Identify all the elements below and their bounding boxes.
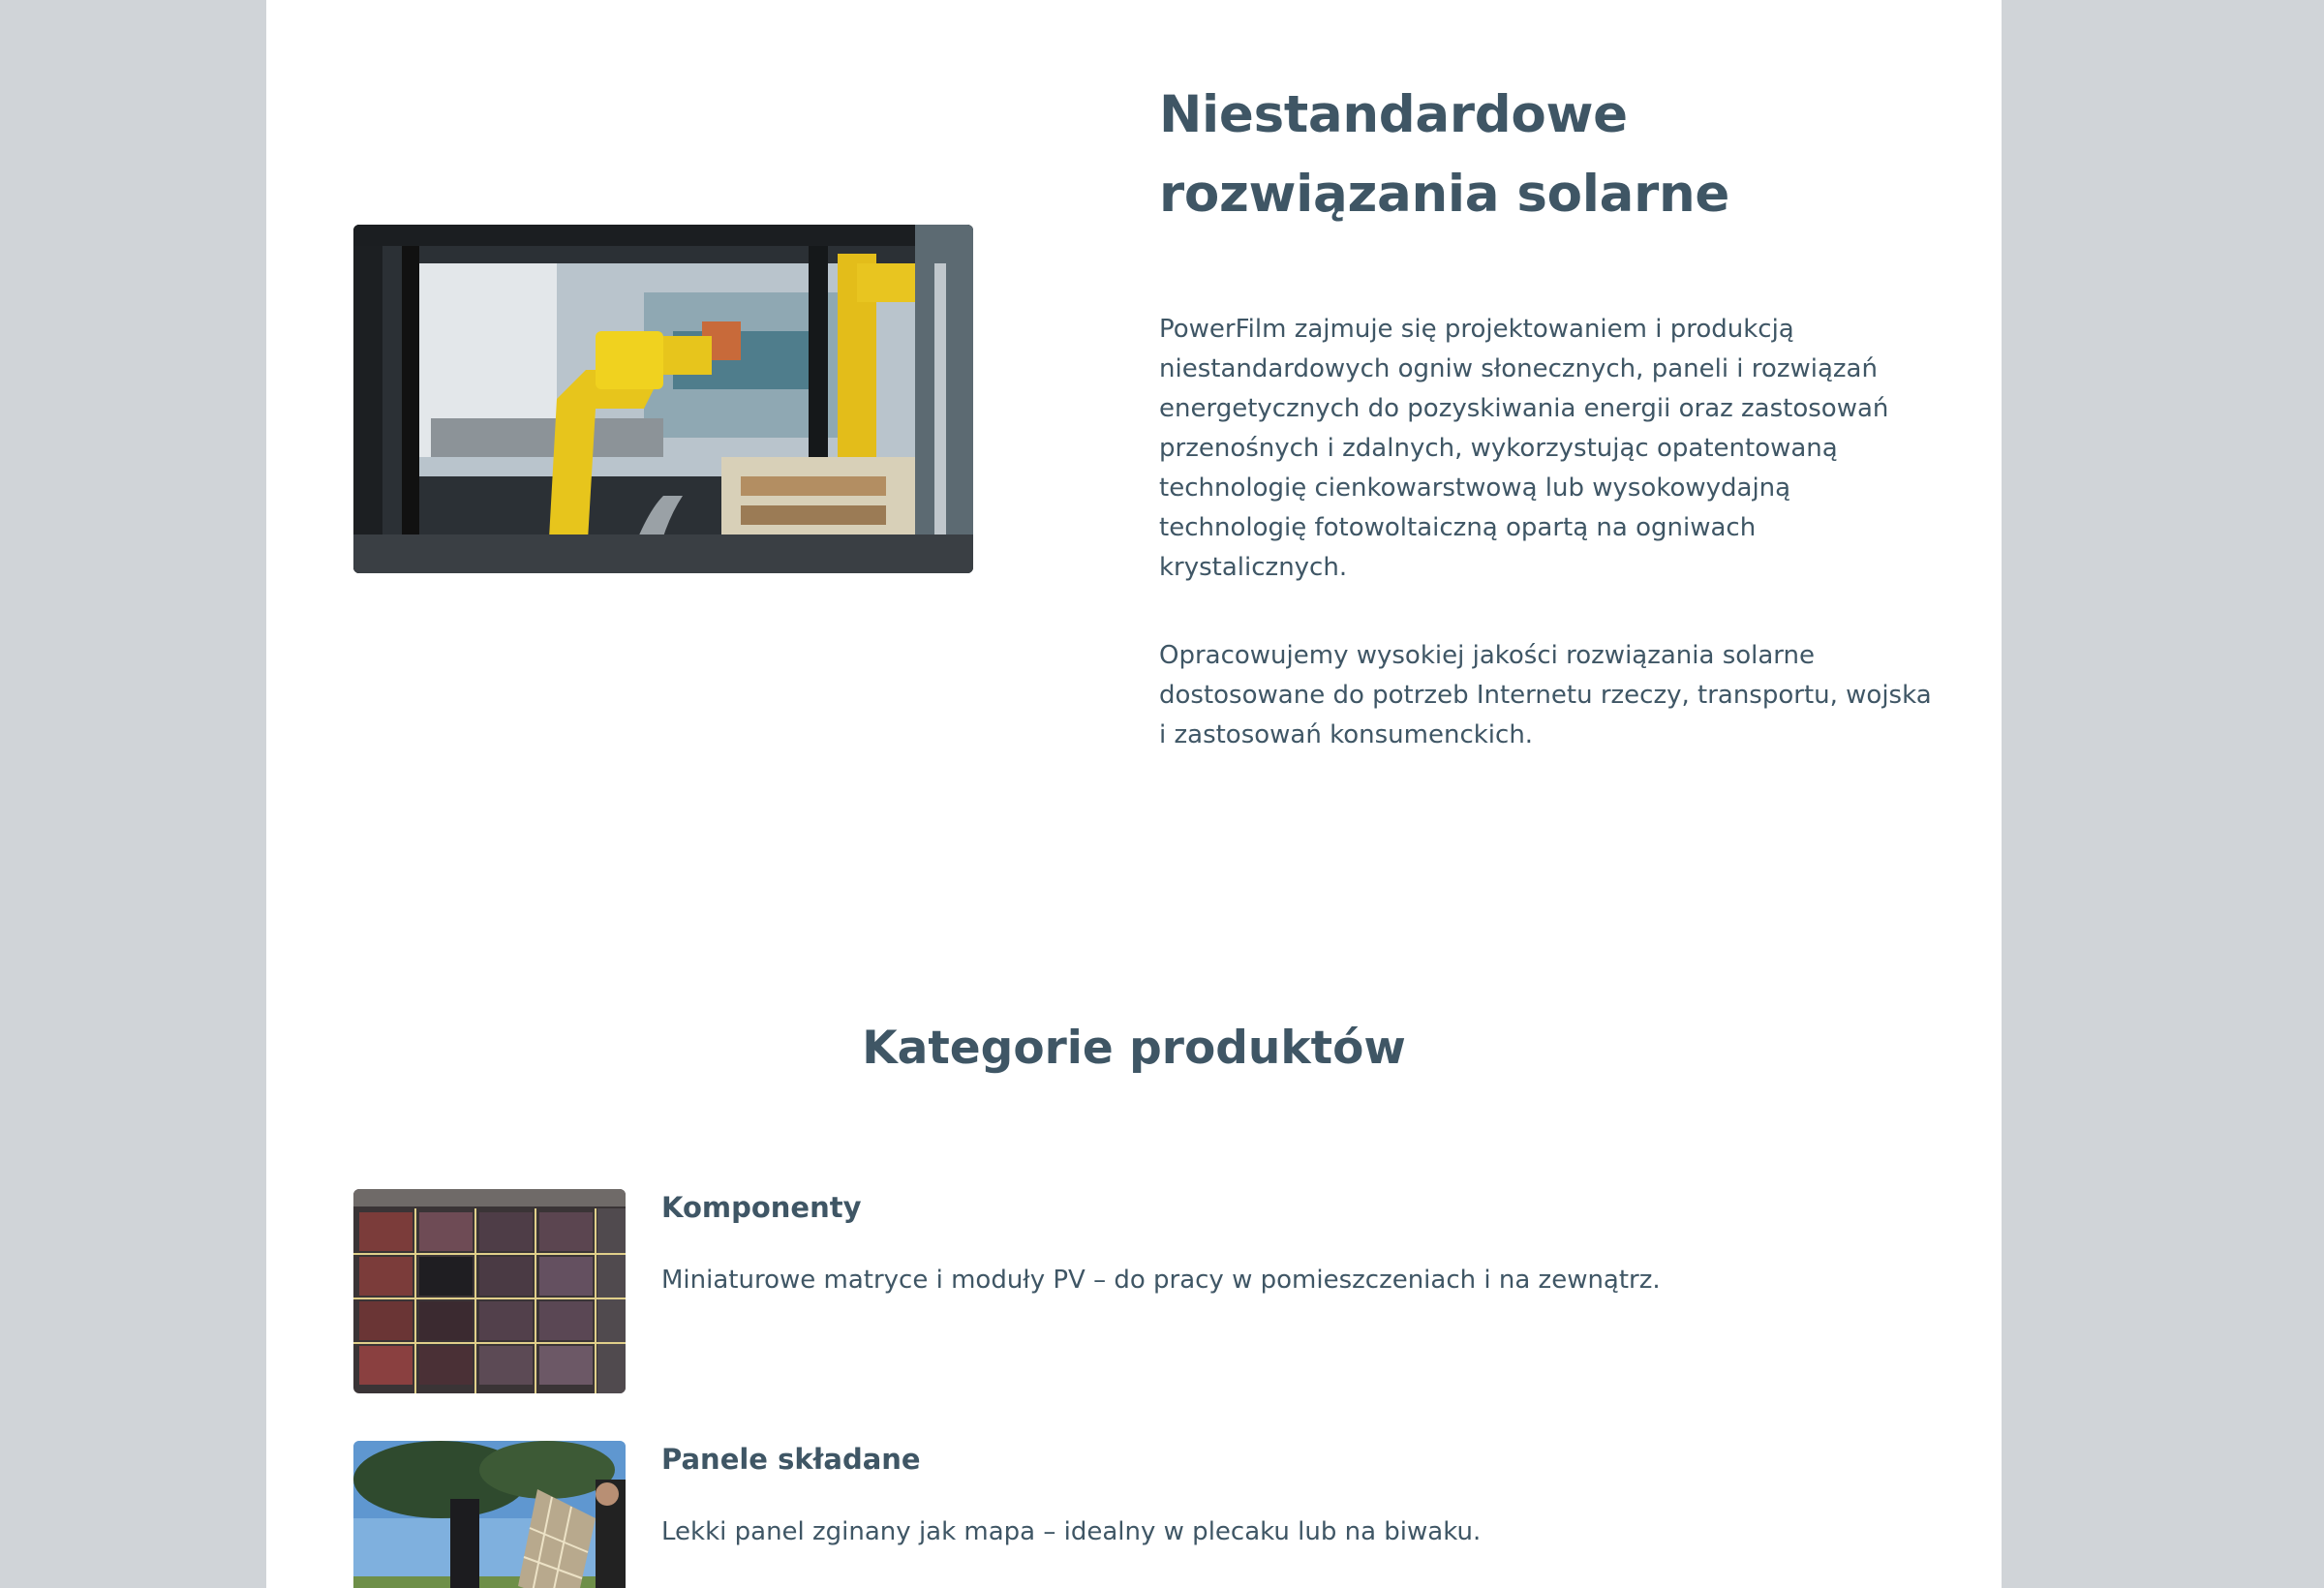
page-title: Niestandardowe rozwiązania solarne: [1159, 85, 1730, 224]
applications-paragraph: Opracowujemy wysokiej jakości rozwiązania solarne dostosowane do potrzeb Internetu rzeczy, transportu, wojska i zastosowań konsumenckich.: [1159, 641, 1932, 749]
page-content: [266, 0, 2002, 1588]
folding-panels-thumbnail[interactable]: [353, 1441, 626, 1588]
category-description-folding-panels: Lekki panel zginany jak mapa – idealny w plecaku lub na biwaku.: [661, 1517, 1482, 1546]
factory-robot-image: [353, 225, 973, 573]
categories-title: Kategorie produktów: [862, 1022, 1406, 1075]
category-description-components: Miniaturowe matryce i moduły PV – do pracy w pomieszczeniach i na zewnątrz.: [661, 1266, 1661, 1295]
category-name-components[interactable]: Komponenty: [661, 1191, 862, 1224]
category-name-folding-panels[interactable]: Panele składane: [661, 1443, 921, 1476]
components-thumbnail[interactable]: [353, 1189, 626, 1393]
intro-paragraph: PowerFilm zajmuje się projektowaniem i produkcją niestandardowych ogniw słonecznych, paneli i rozwiązań energetycznych do pozyskiwania energii oraz zastosowań przenośnych i zdalnych, wykorzystując opatentowaną technologię cienkowarstwową lub wysokowydajną technologię fotowoltaiczną opartą na ogniwach krystalicznych.: [1159, 315, 1889, 582]
